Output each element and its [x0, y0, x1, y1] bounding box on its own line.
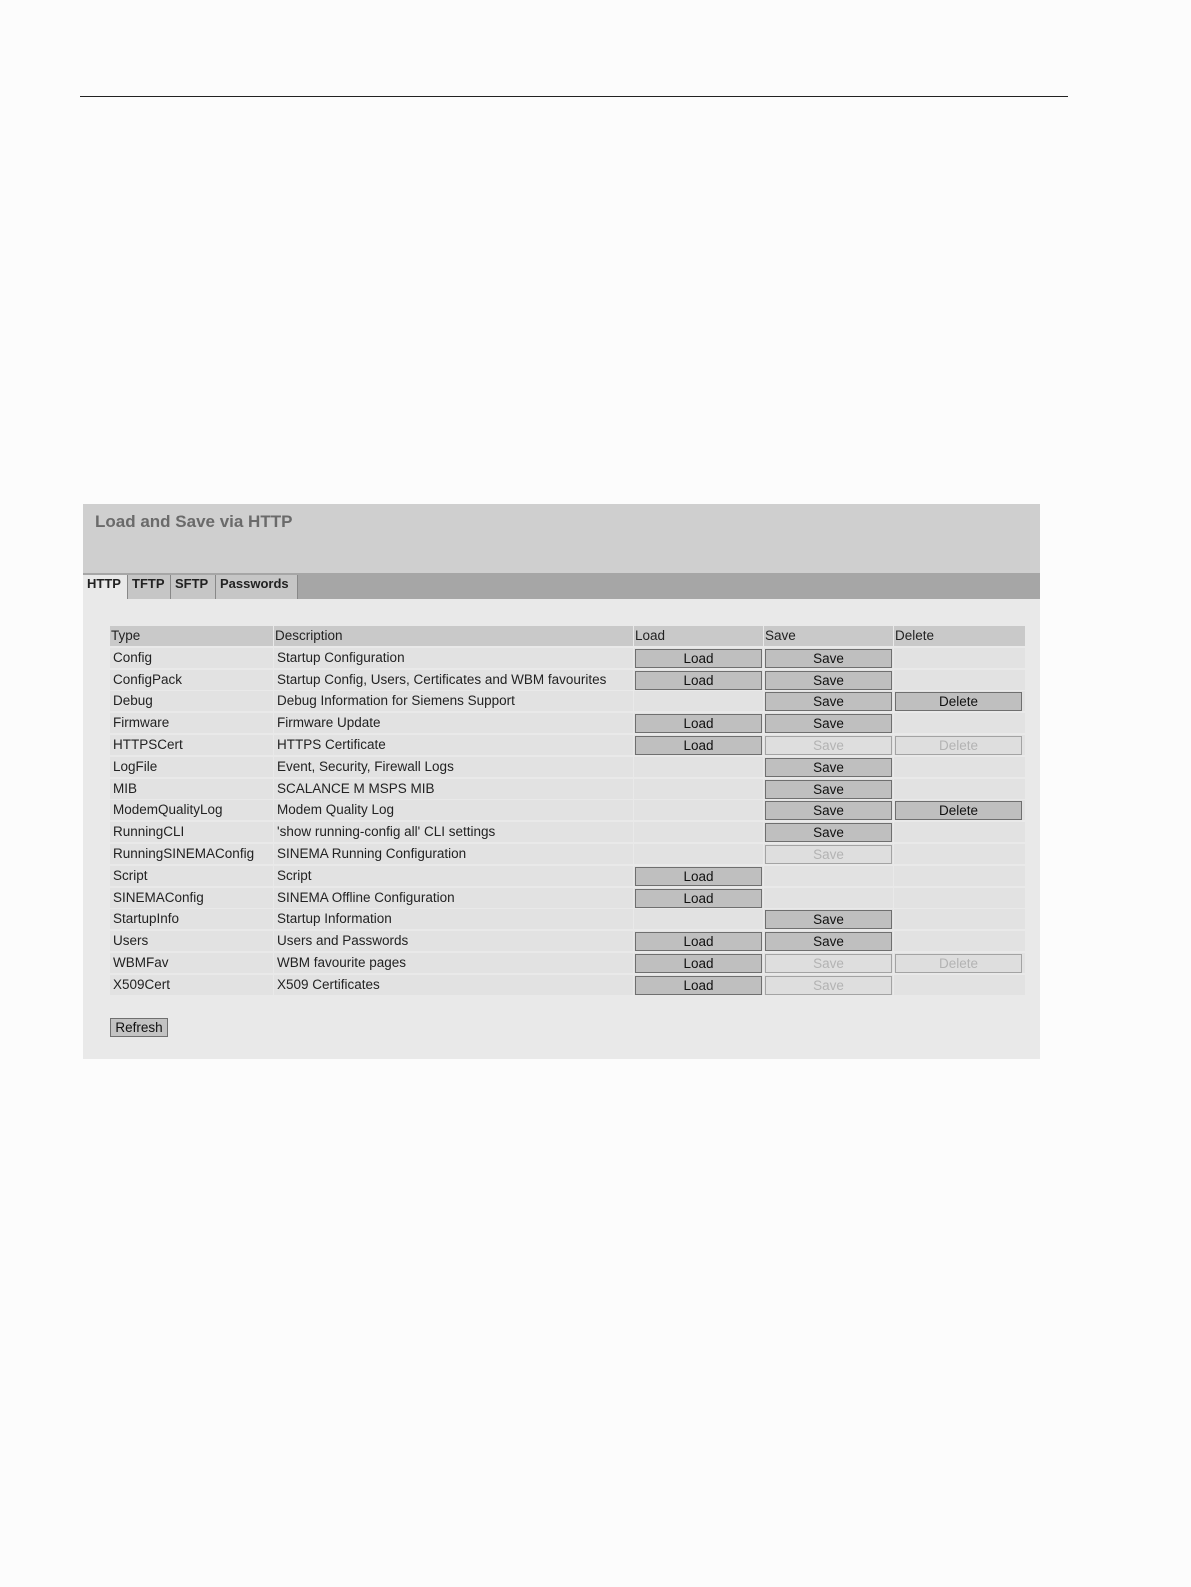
save-button[interactable]: Save: [765, 671, 892, 690]
delete-button[interactable]: Delete: [895, 692, 1022, 711]
row-delete-cell: [894, 648, 1025, 668]
column-header-load: Load: [634, 626, 763, 646]
row-load-cell: [634, 844, 763, 864]
column-header-delete: Delete: [894, 626, 1025, 646]
load-save-panel: [83, 504, 1040, 1059]
row-description: Script: [274, 866, 633, 886]
row-delete-cell: [894, 713, 1025, 733]
row-save-cell: [764, 888, 893, 908]
delete-button[interactable]: Delete: [895, 801, 1022, 820]
table-row: [110, 648, 1025, 670]
row-description: Startup Config, Users, Certificates and WBM favourites: [274, 670, 633, 690]
load-button[interactable]: Load: [635, 649, 762, 668]
load-button[interactable]: Load: [635, 736, 762, 755]
delete-button: Delete: [895, 954, 1022, 973]
row-delete-cell: [894, 931, 1025, 951]
row-description: SINEMA Offline Configuration: [274, 888, 633, 908]
row-type: Script: [110, 866, 273, 886]
save-button: Save: [765, 976, 892, 995]
table-header-row: [110, 626, 1025, 648]
row-type: ModemQualityLog: [110, 800, 273, 820]
row-description: Modem Quality Log: [274, 800, 633, 820]
row-load-cell: [634, 757, 763, 777]
column-header-type: Type: [110, 626, 273, 646]
row-description: SCALANCE M MSPS MIB: [274, 779, 633, 799]
row-type: SINEMAConfig: [110, 888, 273, 908]
row-description: SINEMA Running Configuration: [274, 844, 633, 864]
table-row: [110, 800, 1025, 822]
table-row: [110, 909, 1025, 931]
page-title: Load and Save via HTTP: [95, 512, 293, 531]
tab-http[interactable]: HTTP: [83, 575, 128, 599]
row-description: Startup Information: [274, 909, 633, 929]
load-button[interactable]: Load: [635, 867, 762, 886]
row-description: HTTPS Certificate: [274, 735, 633, 755]
row-description: Users and Passwords: [274, 931, 633, 951]
row-type: Users: [110, 931, 273, 951]
table-row: [110, 888, 1025, 910]
row-save-cell: [764, 866, 893, 886]
load-button[interactable]: Load: [635, 932, 762, 951]
row-type: ConfigPack: [110, 670, 273, 690]
tab-tftp[interactable]: TFTP: [128, 575, 171, 599]
row-type: StartupInfo: [110, 909, 273, 929]
save-button[interactable]: Save: [765, 714, 892, 733]
row-load-cell: [634, 779, 763, 799]
refresh-button[interactable]: Refresh: [110, 1018, 168, 1037]
table-row: [110, 866, 1025, 888]
save-button[interactable]: Save: [765, 649, 892, 668]
row-delete-cell: [894, 779, 1025, 799]
save-button[interactable]: Save: [765, 823, 892, 842]
row-description: Startup Configuration: [274, 648, 633, 668]
table-row: [110, 713, 1025, 735]
page-header-rule: [80, 96, 1068, 97]
row-description: WBM favourite pages: [274, 953, 633, 973]
row-type: X509Cert: [110, 975, 273, 995]
row-type: HTTPSCert: [110, 735, 273, 755]
row-delete-cell: [894, 670, 1025, 690]
save-button: Save: [765, 845, 892, 864]
row-description: Debug Information for Siemens Support: [274, 691, 633, 711]
row-delete-cell: [894, 866, 1025, 886]
row-type: MIB: [110, 779, 273, 799]
row-description: X509 Certificates: [274, 975, 633, 995]
load-button[interactable]: Load: [635, 714, 762, 733]
row-type: Config: [110, 648, 273, 668]
row-delete-cell: [894, 888, 1025, 908]
table-row: [110, 735, 1025, 757]
table-row: [110, 779, 1025, 801]
row-delete-cell: [894, 822, 1025, 842]
row-load-cell: [634, 800, 763, 820]
table-row: [110, 670, 1025, 692]
row-type: RunningSINEMAConfig: [110, 844, 273, 864]
tab-passwords[interactable]: Passwords: [216, 575, 298, 599]
load-button[interactable]: Load: [635, 889, 762, 908]
save-button[interactable]: Save: [765, 910, 892, 929]
table-row: [110, 844, 1025, 866]
load-button[interactable]: Load: [635, 671, 762, 690]
row-type: RunningCLI: [110, 822, 273, 842]
table-row: [110, 931, 1025, 953]
save-button[interactable]: Save: [765, 758, 892, 777]
row-type: LogFile: [110, 757, 273, 777]
column-header-description: Description: [274, 626, 633, 646]
load-button[interactable]: Load: [635, 954, 762, 973]
save-button[interactable]: Save: [765, 692, 892, 711]
row-delete-cell: [894, 757, 1025, 777]
row-delete-cell: [894, 844, 1025, 864]
row-type: WBMFav: [110, 953, 273, 973]
save-button[interactable]: Save: [765, 801, 892, 820]
row-description: Firmware Update: [274, 713, 633, 733]
save-button[interactable]: Save: [765, 932, 892, 951]
table-row: [110, 757, 1025, 779]
load-button[interactable]: Load: [635, 976, 762, 995]
row-type: Firmware: [110, 713, 273, 733]
load-save-table: [110, 626, 1025, 997]
column-header-save: Save: [764, 626, 893, 646]
row-description: 'show running-config all' CLI settings: [274, 822, 633, 842]
panel-header: [83, 504, 1040, 573]
row-load-cell: [634, 691, 763, 711]
save-button[interactable]: Save: [765, 780, 892, 799]
table-row: [110, 691, 1025, 713]
tab-bar: [83, 573, 1040, 599]
delete-button: Delete: [895, 736, 1022, 755]
row-delete-cell: [894, 975, 1025, 995]
row-delete-cell: [894, 909, 1025, 929]
save-button: Save: [765, 736, 892, 755]
table-row: [110, 953, 1025, 975]
table-row: [110, 822, 1025, 844]
row-load-cell: [634, 909, 763, 929]
save-button: Save: [765, 954, 892, 973]
tab-sftp[interactable]: SFTP: [171, 575, 216, 599]
row-type: Debug: [110, 691, 273, 711]
row-description: Event, Security, Firewall Logs: [274, 757, 633, 777]
row-load-cell: [634, 822, 763, 842]
table-row: [110, 975, 1025, 997]
